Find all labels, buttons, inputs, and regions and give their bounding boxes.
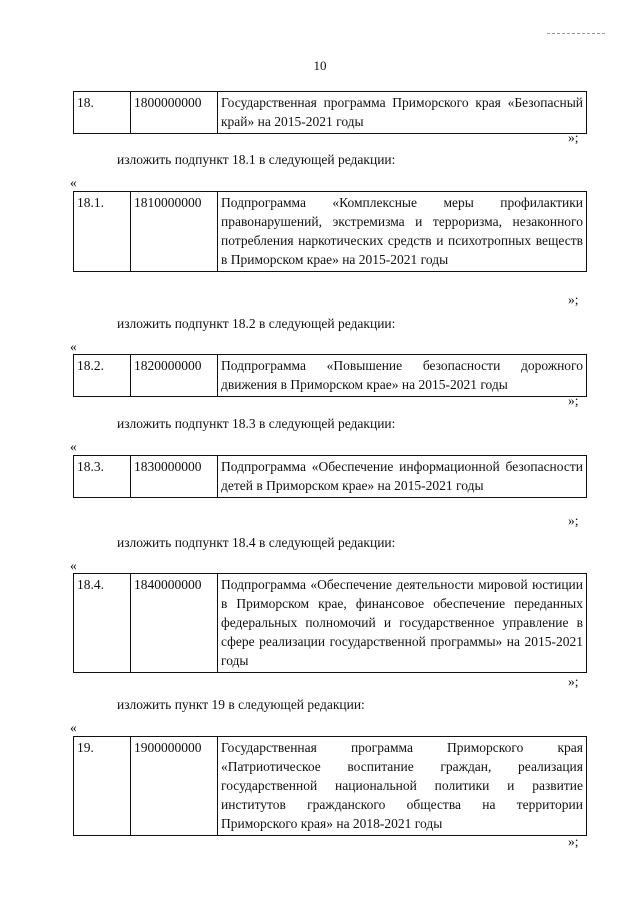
instruction-text: изложить подпункт 18.1 в следующей редакции:: [117, 152, 396, 167]
table-row-18-4: [73, 573, 587, 673]
row-number: 18.2.: [74, 355, 131, 397]
closing-quote: »;: [568, 393, 579, 408]
row-description: Подпрограмма «Обеспечение деятельности мировой юстиции в Приморском крае, финансовое обеспечение переданных федеральных полномочий и государственное управление в сфере реализации государственной программы» на 2015-2021 годы: [218, 574, 587, 673]
row-code: 1800000000: [131, 92, 218, 134]
opening-quote: «: [70, 339, 77, 354]
row-description: Государственная программа Приморского края «Патриотическое воспитание граждан, реализация государственной национальной политики и развитие институтов гражданского общества на территории Приморского края» на 2018-2021 годы: [218, 737, 587, 836]
scan-corner-mark: [547, 33, 605, 36]
table-row-18: [73, 91, 587, 134]
instruction-text: изложить пункт 19 в следующей редакции:: [117, 697, 365, 712]
opening-quote: «: [70, 558, 77, 573]
closing-quote: »;: [568, 674, 579, 689]
row-code: 1840000000: [131, 574, 218, 673]
table-row-18-3: [73, 455, 587, 498]
row-number: 18.1.: [74, 192, 131, 272]
closing-quote: »;: [568, 834, 579, 849]
closing-quote: »;: [568, 130, 579, 145]
closing-quote: »;: [568, 292, 579, 307]
table-row-18-2: [73, 354, 587, 397]
opening-quote: «: [70, 175, 77, 190]
opening-quote: «: [70, 720, 77, 735]
table-row-19: [73, 736, 587, 836]
instruction-text: изложить подпункт 18.4 в следующей редакции:: [117, 535, 396, 550]
opening-quote: «: [70, 439, 77, 454]
instruction-text: изложить подпункт 18.3 в следующей редакции:: [117, 416, 396, 431]
row-description: Подпрограмма «Обеспечение информационной безопасности детей в Приморском крае» на 2015-2021 годы: [218, 456, 587, 498]
row-description: Государственная программа Приморского края «Безопасный край» на 2015-2021 годы: [218, 92, 587, 134]
row-code: 1820000000: [131, 355, 218, 397]
row-number: 18.: [74, 92, 131, 134]
row-code: 1830000000: [131, 456, 218, 498]
row-number: 19.: [74, 737, 131, 836]
row-number: 18.4.: [74, 574, 131, 673]
row-number: 18.3.: [74, 456, 131, 498]
closing-quote: »;: [568, 513, 579, 528]
row-code: 1810000000: [131, 192, 218, 272]
page-number: 10: [313, 58, 327, 73]
row-description: Подпрограмма «Повышение безопасности дорожного движения в Приморском крае» на 2015-2021 годы: [218, 355, 587, 397]
table-row-18-1: [73, 191, 587, 272]
row-description: Подпрограмма «Комплексные меры профилактики правонарушений, экстремизма и терроризма, незаконного потребления наркотических средств и психотропных веществ в Приморском крае» на 2015-2021 годы: [218, 192, 587, 272]
row-code: 1900000000: [131, 737, 218, 836]
instruction-text: изложить подпункт 18.2 в следующей редакции:: [117, 316, 396, 331]
